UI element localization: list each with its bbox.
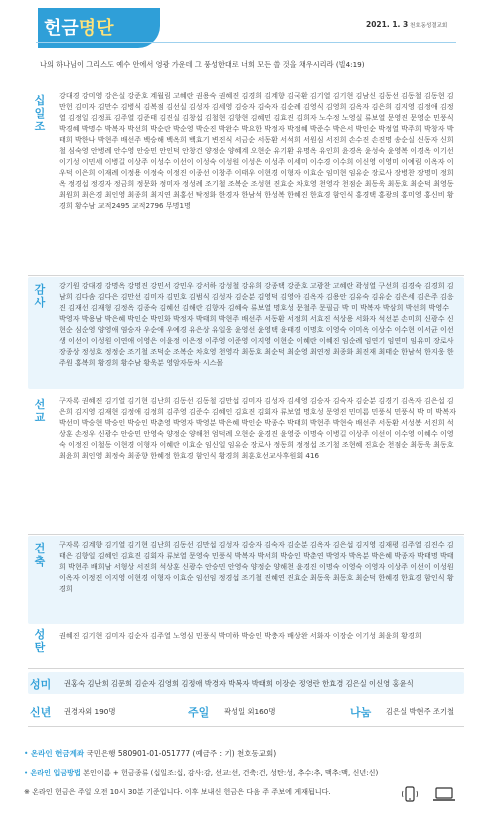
section-names: 강기원 강대경 강명옥 강명진 강민서 강민우 강서하 강성철 강유희 강종택 강준호 고광찬 고혜란 곽성열 구선희 김경숙 김경희 김남희 김다솜 김다은 김만선 김미자 김민호 김범식 김성자 김순분 김영덕 김영아 김옥자 김용안 김유숙 김유순 김은세 김은주 김응진 김재선 김재형 김정옥 김종숙 김혜선 김해란 김향자 김혜숙 류보열 명호성 문철주 문필금 박 미 박복자 박삼희 박선희 박영수 박영자 박용남 박은혜 박인순 박인화 박정자 박태희 박현주 배선주 서동환 서정희 서효진 석상용 서화자 석선분 손미희 신광수 신현순 심순영 양영애 염승자 우순애 우예경 유은상 유일웅 윤영선 윤영택 윤태경 이명호 이영숙 이미옥 이상수 이수현 이서균 이선생 이선이 이성원 이연애 이영은 이윤정 이은정 이주영 이준영 이지영 이현순 이혜란 이혜진 임순례 임연기 임연미 임유미 장로사 장종상 정성호 정정순 조기철 조덕순 조복순 차호영 천영각 최동호 최순덕 최순영 최연정 최종화 최진재 최태순 한남석 한지웅 한주원 홍복희 황경희 황수남 황욱분 영암자동차 시스몰	[59, 281, 454, 367]
nanum-value: 김은실 박현주 조기철	[386, 707, 455, 716]
bullet-icon: •	[24, 768, 29, 777]
title-main: 헌금	[44, 18, 79, 39]
section-label: 건 축	[34, 542, 46, 568]
sinnyeon-label: 신년	[30, 706, 52, 719]
footer-account	[24, 748, 469, 759]
account-value: 국민은행 580901-01-051777 (예금주 : 기) 천호동교회)	[86, 749, 277, 758]
bible-verse: 나의 하나님이 그리스도 예수 안에서 영광 가운데 그 풍성한대로 너희 모든 쓸 것을 채우시리라 (빌4:19)	[40, 60, 365, 69]
divider	[28, 668, 464, 669]
section-building	[28, 536, 464, 624]
section-names: 강대경 강미영 강은실 강준호 계월림 고혜란 권용숙 권혜진 김경희 김계향 김국환 김기열 김기현 김남신 김동선 김동철 김동현 김만헌 김미자 김만수 김병식 김복점 김선실 김성자 김세영 김승자 김숙자 김순례 김영식 김영희 김옥자 김은희 김지영 김정애 김정열 김정일 김정표 김주열 김준태 김진실 김창섭 김철현 김향현 김혜민 김효진 김희자 노수정 노영실 류보열 문영진 문영순 민풍식 박경혜 박명수 박복자 박선희 박순란 박순영 박순진 박완수 박요한 박정자 박정혜 박준수 박은서 박인순 박정열 박주희 박창자 박태희 박한나 박현주 배선주 백승해 백옥희 백효기 변진식 서금순 서동환 서석희 서원심 서진희 손수진 손진명 송순실 신동자 신희철 심숙영 안병례 안수영 안승민 안인덕 안창건 양정순 양혜계 오현순 유기환 유명옥 유인희 윤경옥 윤성숙 윤영복 이경옥 이기선 이기성 이민세 이병길 이상주 이성수 이선이 이성숙 이성원 이성은 이성주 이세미 이수경 이수희 이신영 이영미 이예림 이옥자 이우덕 이은희 이재례 이정용 이정숙 이정진 이종선 이창주 이태우 이현경 이형자 이효순 임미현 임유순 장로사 장병찬 장명미 정희옥 정경섭 정경자 정금희 정문화 정미자 정성례 조기철 조복순 조성현 진효순 차호영 천영각 천점순 최동욱 최동호 최순덕 최영동 최원희 최은경 최인영 최종희 최지연 최홍선 탁정화 한경자 한남석 한성복 한혜진 한효경 함인식 홍경택 홍광의 홍미영 홍신비 황경희 황수남 교적2495 교적2796 무명1명	[59, 91, 454, 210]
section-label: 선 교	[34, 398, 46, 424]
bulletin-date: 2021. 1. 3	[366, 20, 409, 29]
nanum-label: 나눔	[350, 706, 372, 719]
account-label: 온라인 헌금계좌	[30, 749, 85, 758]
section-christmas	[28, 626, 464, 664]
section-mission	[28, 392, 464, 532]
row-offerings	[28, 700, 464, 722]
section-label	[28, 94, 52, 133]
page-title	[44, 14, 114, 40]
seongmi-label: 성미	[30, 678, 52, 691]
jui-value: 곽성일 외160명	[224, 707, 276, 716]
divider	[28, 275, 464, 276]
church-name: 천호동성결교회	[410, 23, 448, 29]
jui-label: 주일	[188, 706, 210, 719]
header	[0, 0, 490, 50]
section-names: 구자록 김계향 김기열 김기현 김난희 김동선 김만섭 김성자 김승자 김숙자 김순분 김옥자 김은섭 김지영 김재평 김주열 김진수 김태은 김향일 김혜인 김효진 김회자 류보열 문영숙 민풍식 박복자 박서희 박승인 박춘연 박영자 박옥분 박은혜 박종자 박태명 박태희 박현주 배희남 서형상 서진희 석상훈 신광수 안승민 안영숙 양정순 양해천 윤경진 이명숙 이영숙 이영자 이상주 이선이 이성원 이옥자 이정진 이지영 이현경 이형자 이효순 임선임 정경섭 조기철 진혜연 진효순 최동욱 최동호 최순덕 한혜경 한효경 함인식 황경희	[59, 540, 454, 593]
section-names: 권혜진 김기현 김미자 김순자 김주열 노영심 민풍식 박미하 박승인 박충자 배상완 서화자 이장순 이기성 최윤희 황경희	[59, 631, 422, 640]
section-tithe	[28, 88, 464, 274]
footer-note: ※ 온라인 헌금은 주일 오전 10시 30분 기준입니다. 이후 보내신 헌금은 다음 주 주보에 게재됩니다.	[24, 787, 331, 796]
section-names: 구자록 권혜진 김기열 김기현 김난희 김동선 김동철 김만섭 김미자 김성자 김세영 김승자 김숙자 김순분 김경기 김옥자 김은섭 김은희 김지영 김재현 김정애 김정희 김주영 김준수 김혜인 김효진 김회자 류보열 명호성 문영진 민미름 민풍식 민풍식 박 미 박복자 박선미 박승현 박승인 박승인 박춘영 박영자 박영분 박은혜 박인순 박종수 박태희 박현주 박현숙 배선주 서동환 서성봉 서진희 석상훈 손정우 신광수 안승민 안영숙 양정순 양해천 엄덕례 오현순 윤경진 윤영중 이명숙 이병길 이상주 이선이 이수영 이혜수 이영숙 이정진 이철동 이현경 이형자 이혜란 이효순 임신일 임유순 장로사 정동희 정정섭 조기철 조현혜 진효순 천점순 최동욱 최동호 최윤희 최인영 최정숙 최종향 한혜정 한효경 함인식 황경희 최훈호선교사후원회 416	[59, 396, 456, 460]
section-thanks	[28, 277, 464, 389]
section-label: 감 사	[34, 283, 46, 309]
footer-method	[24, 768, 469, 778]
header-divider	[36, 42, 456, 43]
bullet-icon: •	[24, 749, 29, 758]
title-sub: 명단	[78, 18, 114, 39]
seongmi-names: 권홍숙 김난희 김문희 김순자 김영희 김정애 박경자 박복자 박태희 이장순 정영란 한효경 김은실 이신영 홍윤식	[64, 679, 414, 688]
section-label: 성 탄	[34, 628, 46, 654]
method-label: 온라인 입금방법	[30, 768, 81, 777]
divider	[28, 534, 464, 535]
label-char: 일	[34, 107, 46, 120]
label-char: 십	[34, 94, 46, 107]
sinnyeon-value: 권경자외 190명	[64, 707, 116, 716]
method-value: 본인이름 + 헌금종류 (십일조:십, 감사:감, 선교:선, 건축:건, 성탄:성, 추수:추, 맥추:맥, 신년:신)	[83, 768, 379, 777]
divider	[28, 726, 464, 727]
row-seongmi	[28, 672, 464, 694]
label-char: 조	[34, 120, 46, 133]
